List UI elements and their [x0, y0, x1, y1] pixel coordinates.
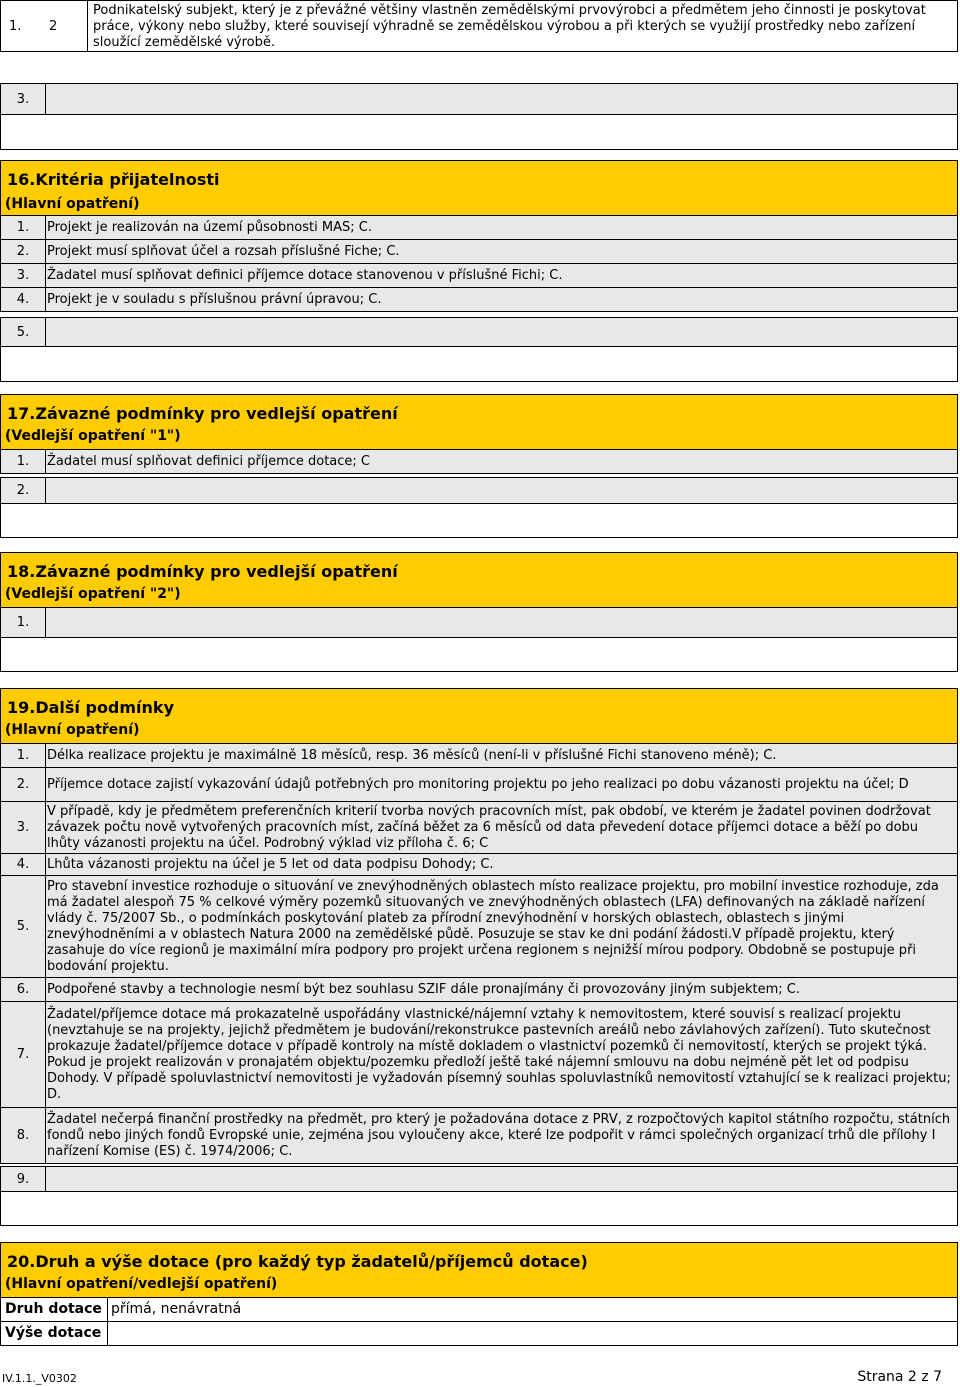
s19-item-3: 3. V případě, kdy je předmětem preferenčních kriterií tvorba nových pracovních míst, pak období, ve kterém je žadatel povinen dodržovat závazek počtu nově vytvořených pracovních míst, začíná běžet za 6 měsíců od data převedení dotace příjemci dotace a běží po dobu lhůty vázanosti projektu na účel. Podrobný výklad viz příloha č. 6; C	[0, 802, 958, 854]
s20-vyse-row	[0, 1322, 958, 1346]
s16-spacer	[0, 347, 958, 382]
section-19-header	[0, 688, 958, 744]
s19-item-2: 2. Příjemce dotace zajistí vykazování údajů potřebných pro monitoring projektu po jeho realizaci po dobu vázanosti projektu na účel; D	[0, 768, 958, 802]
s19-item-5: 5. Pro stavební investice rozhoduje o situování ve znevýhodněných oblastech místo realizace projektu, pro mobilní investice rozhoduje, zda má žadatel alespoň 75 % celkové výměry pozemků situovaných ve znevýhodněných oblastech (LFA) definovaných na základě nařízení vlády č. 75/2007 Sb., o podmínkách poskytování plateb za přírodní znevýhodnění v horských oblastech, oblastech s jinými znevýhodněními a v oblastech Natura 2000 na zemědělské půdě. Posuzuje se stav ke dni podání žádosti.V případě projektu, který zasahuje do více regionů je maximální míra podpory pro projekt určena regionem s nejnižší mírou podpory. Obdobně se postupuje při bodování projektu.	[0, 876, 958, 978]
s16-item-5: 5.	[0, 317, 958, 347]
top-row-3-num: 3.	[16, 91, 30, 107]
section-18-title: 18.Závazné podmínky pro vedlejší opatření	[7, 562, 398, 581]
section-17-header	[0, 394, 958, 450]
s17-item-1: 1. Žadatel musí splňovat definici příjemce dotace; C	[0, 450, 958, 474]
s18-spacer	[0, 638, 958, 672]
section-18-subtitle: (Vedlejší opatření "2")	[5, 586, 181, 602]
section-20-header	[0, 1242, 958, 1298]
vyse-label: Výše dotace	[5, 1325, 102, 1341]
top-row-spacer	[0, 115, 958, 150]
s19-item-1: 1. Délka realizace projektu je maximálně 18 měsíců, resp. 36 měsíců (není-li v příslušné Fichi stanoveno méně); C.	[0, 744, 958, 768]
druh-value: přímá, nenávratná	[111, 1301, 242, 1317]
section-17-subtitle: (Vedlejší opatření "1")	[5, 428, 181, 444]
s16-item-4: 4. Projekt je v souladu s příslušnou právní úpravou; C.	[0, 288, 958, 312]
s19-spacer	[0, 1192, 958, 1226]
section-16-subtitle: (Hlavní opatření)	[5, 196, 140, 212]
s20-druh-row	[0, 1298, 958, 1322]
footer-code: IV.1.1._V0302	[2, 1372, 77, 1385]
s16-item-2: 2. Projekt musí splňovat účel a rozsah příslušné Fiche; C.	[0, 240, 958, 264]
s16-item-3: 3. Žadatel musí splňovat definici příjemce dotace stanovenou v příslušné Fichi; C.	[0, 264, 958, 288]
s18-item-1: 1.	[0, 608, 958, 638]
section-20-title: 20.Druh a výše dotace (pro každý typ žadatelů/příjemců dotace)	[7, 1252, 588, 1271]
s19-item-9: 9.	[0, 1166, 958, 1192]
s16-item-1: 1. Projekt je realizován na území působnosti MAS; C.	[0, 216, 958, 240]
section-16-header	[0, 160, 958, 216]
top-row-sub: 2	[49, 19, 58, 34]
section-18-header	[0, 552, 958, 608]
top-row	[0, 0, 958, 52]
s19-item-4: 4. Lhůta vázanosti projektu na účel je 5 let od data podpisu Dohody; C.	[0, 854, 958, 876]
section-20-subtitle: (Hlavní opatření/vedlejší opatření)	[5, 1276, 278, 1292]
section-17-title: 17.Závazné podmínky pro vedlejší opatření	[7, 404, 398, 423]
druh-label: Druh dotace	[5, 1301, 102, 1317]
section-16-title: 16.Kritéria přijatelnosti	[7, 170, 220, 189]
top-row-text: Podnikatelský subjekt, který je z převážné většiny vlastněn zemědělskými prvovýrobci a předmětem jeho činnosti je poskytovat práce, výkony nebo služby, které souvisejí výhradně se zemědělskou výrobou a při kterých se využijí prostředky nebo zařízení sloužící zemědělské výrobě.	[93, 3, 926, 50]
footer-page: Strana 2 z 7	[857, 1369, 942, 1385]
section-19-title: 19.Další podmínky	[7, 698, 174, 717]
section-19-subtitle: (Hlavní opatření)	[5, 722, 140, 738]
s19-item-8: 8. Žadatel nečerpá finanční prostředky na předmět, pro který je požadována dotace z PRV, z rozpočtových kapitol státního rozpočtu, státních fondů nebo jiných fondů Evropské unie, zejména jsou vyloučeny akce, které lze podpořit v rámci společných organizací trhů dle přílohy I nařízení Komise (ES) č. 1974/2006; C.	[0, 1108, 958, 1164]
s19-item-7: 7. Žadatel/příjemce dotace má prokazatelně uspořádány vlastnické/nájemní vztahy k nemovitostem, které souvisí s realizací projektu (nevztahuje se na projekty, jejichž předmětem je budování/rekonstrukce pastevních areálů nebo závlahových zařízení). Tuto skutečnost prokazuje žadatel/příjemce dotace v případě kontroly na místě dokladem o vlastnictví pozemků či nemovitostí, kterých se projekt týká. Pokud je projekt realizován v pronajatém objektu/pozemku předloží ještě také nájemní smlouvu na dobu nejméně pět let od podpisu Dohody. V případě spoluvlastnictví nemovitosti je vyžadován písemný souhlas spoluvlastníků nemovitostí vztahující se k realizaci projektu; D.	[0, 1002, 958, 1108]
s19-item-6: 6. Podpořené stavby a technologie nesmí být bez souhlasu SZIF dále pronajímány či provozovány jiným subjektem; C.	[0, 978, 958, 1002]
s17-spacer	[0, 504, 958, 538]
s17-item-2: 2.	[0, 477, 958, 504]
top-row-num: 1.	[9, 19, 22, 34]
top-row-3	[0, 83, 958, 115]
